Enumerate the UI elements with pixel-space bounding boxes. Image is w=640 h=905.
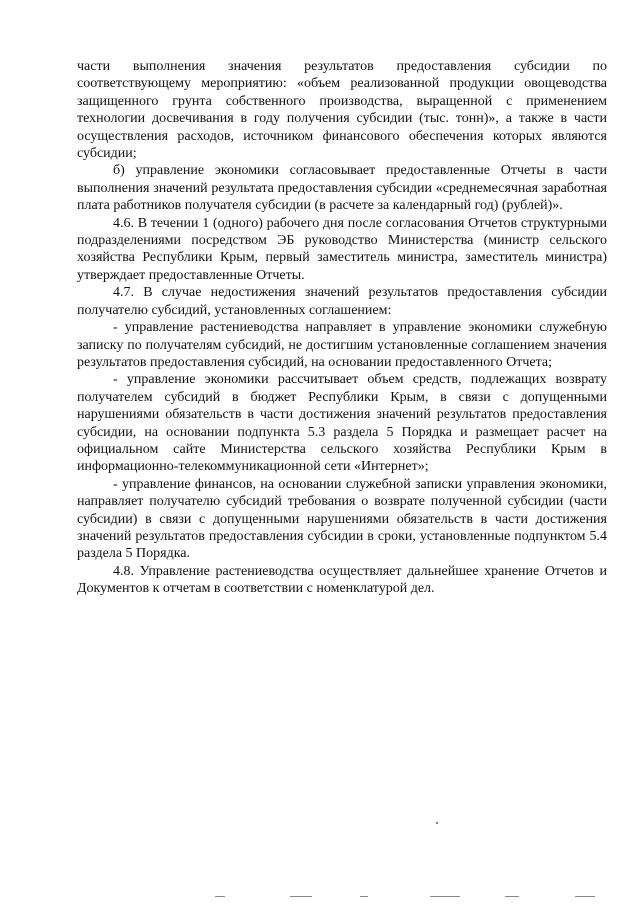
scan-speck	[436, 822, 438, 824]
paragraph-4-7: 4.7. В случае недостижения значений результатов предоставления субсидии получателю субсидий, установленных соглашением:	[77, 285, 607, 318]
paragraph-4-7-item-economy: - управление экономики рассчитывает объем средств, подлежащих возврату получателем субсидий в бюджет Республики Крым, в связи с допущенными нарушениями обязательств в части достижения значений результатов предоставления субсидии, на основании подпункта 5.3 раздела 5 Порядка и размещает расчет на официальном сайте Министерства сельского хозяйства Республики Крым в информационно-телекоммуникационной сети «Интернет»;	[77, 372, 607, 475]
paragraph-4-6: 4.6. В течении 1 (одного) рабочего дня после согласования Отчетов структурными подразделениями посредством ЭБ руководство Министерства (министр сельского хозяйства Республики Крым, первый заместитель министра, заместитель министра) утверждает предоставленные Отчеты.	[77, 215, 607, 283]
document-page	[77, 58, 607, 598]
scan-bottom-edge-marks	[0, 894, 640, 900]
paragraph-4-7-item-plant-growing: - управление растениеводства направляет в управление экономики служебную записку по получателям субсидий, не достигшим установленные соглашением значения результатов предоставления субсидий, на основании предоставленного Отчета;	[77, 320, 607, 370]
paragraph-continuation: части выполнения значения результатов предоставления субсидии по соответствующему мероприятию: «объем реализованной продукции овощеводства защищенного грунта собственного производства, выращенной с применением технологии досвечивания в году получения субсидии (тыс. тонн)», а также в части осуществления расходов, источником финансового обеспечения которых являются субсидии;	[77, 59, 607, 162]
paragraph-4-8: 4.8. Управление растениеводства осуществляет дальнейшее хранение Отчетов и Документов к отчетам в соответствии с номенклатурой дел.	[77, 563, 607, 597]
paragraph-b-economy-approval: б) управление экономики согласовывает предоставленные Отчеты в части выполнения значений результата предоставления субсидии «среднемесячная заработная плата работников получателя субсидии (в расчете за календарный год) (рублей)».	[77, 163, 607, 214]
paragraph-4-7-item-finance: - управление финансов, на основании служебной записки управления экономики, направляет получателю субсидий требования о возврате полученной субсидии (части субсидии) в связи с допущенными нарушениями обязательств в части достижения значений результатов предоставления субсидии в сроки, установленные подпунктом 5.4 раздела 5 Порядка.	[77, 476, 607, 562]
